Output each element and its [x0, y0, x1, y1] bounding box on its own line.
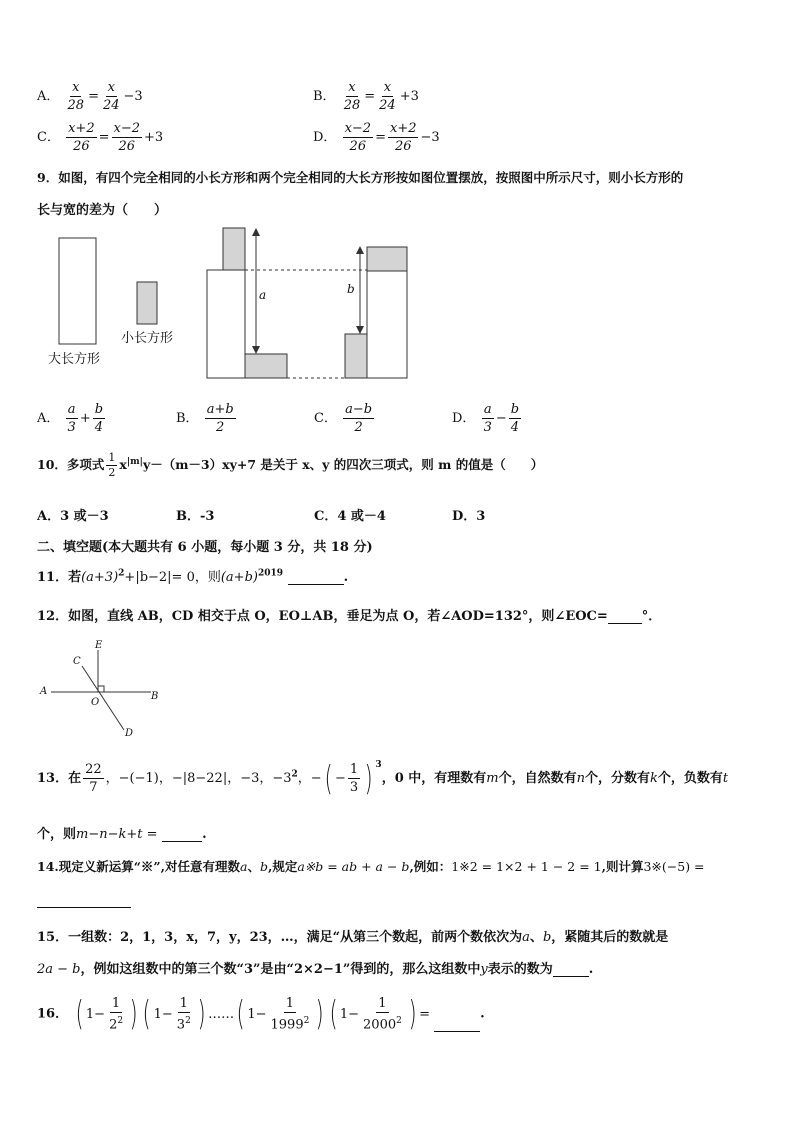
q9-stem-line2: 长与宽的差为（ ）	[37, 203, 168, 218]
option-letter: A．	[37, 89, 60, 104]
answer-blank[interactable]	[553, 962, 589, 977]
q8-option-d: D． $\frac{x-2}{26}$ = $\frac{x+2}{26}$ −3	[313, 121, 440, 154]
small-rectangle	[367, 247, 407, 271]
q10-option-d: D．3	[452, 509, 486, 524]
answer-blank[interactable]	[162, 827, 202, 842]
q10-option-a: A．3 或－3	[37, 509, 109, 524]
small-rectangle	[223, 228, 245, 270]
q15-stem-line1: 15．一组数：2，1，3，x，7，y，23，…，满足“从第三个数起，前两个数依次为a、b，紧随其后的数就是	[37, 930, 669, 945]
label-a: a	[259, 288, 267, 302]
q8-option-c: C． $\frac{x+2}{26}$ = $\frac{x-2}{26}$ +3	[37, 121, 164, 154]
q10-stem: 10．多项式 $\frac{1}{2}$ $x^{|m|}y-(m-3)xy+7$ 是关于 x、y 的四次三项式，则 m 的值是（ ）	[37, 451, 544, 479]
q14-answer-blank[interactable]	[37, 893, 131, 908]
big-rectangle	[367, 271, 407, 378]
fraction: $\frac{x}{24}$	[102, 80, 120, 113]
line-cd	[82, 666, 124, 730]
point-label-e: E	[95, 640, 103, 651]
label-b: b	[347, 282, 355, 296]
q9-option-c: C． $\frac{a-b}{2}$	[314, 402, 373, 435]
q12-stem: 12．如图，直线 AB，CD 相交于点 O，EO⊥AB，垂足为点 O，若∠AOD=132°，则∠EOC= °．	[37, 609, 662, 624]
q13-stem-line1: 13．在 $\frac{22}{7}$ ，−(−1)，−|8−22|，−3，$-3^2$，−( − $\frac{1}{3}$ ) $^3$，0 中，有理数有m个，自然数有n个，分数有k个，负数有t	[37, 758, 729, 799]
small-rectangle	[137, 282, 157, 324]
q9-option-b: B． $\frac{a+b}{2}$	[176, 402, 234, 435]
q9-stem-line1: 9．如图，有四个完全相同的小长方形和两个完全相同的大长方形按如图位置摆放，按照图中所示尺寸，则小长方形的	[37, 170, 684, 185]
q13-stem-line2: 个，则m−n−k+t = .	[37, 827, 207, 842]
q10-option-c: C．4 或－4	[314, 509, 386, 524]
q16-stem: 16． ( 1− $\frac{1}{2^2}$ ) ( 1− $\frac{1}{3^2}$ ) ……( 1− $\frac{1}{1999^2}$ ) ( 1− $\frac{1}{2000^2}$ ) = .	[37, 994, 485, 1035]
section-heading: 二、填空题(本大题共有 6 小题，每小题 3 分，共 18 分)	[37, 540, 373, 555]
q10-option-b: B．-3	[176, 509, 215, 524]
q12-figure	[36, 636, 166, 742]
q15-stem-line2: 2a − b，例如这组数中的第三个数“3”是由“2×2−1”得到的，那么这组数中y表示的数为 .	[37, 962, 594, 977]
point-label-o: O	[91, 697, 100, 708]
fraction: $\frac{x}{28}$	[67, 80, 85, 113]
small-rect-caption: 小长方形	[121, 331, 174, 346]
q14-stem: 14.现定义新运算“※”,对任意有理数a、b,规定a※b = ab + a − b,例如：1※2 = 1×2 + 1 − 2 = 1,则计算3※(−5) =	[37, 859, 705, 874]
big-rectangle	[207, 270, 245, 378]
small-rectangle	[345, 334, 367, 378]
answer-blank[interactable]	[434, 1017, 480, 1032]
q8-option-a: A． $\frac{x}{28}$ = $\frac{x}{24}$ −3	[37, 80, 143, 113]
answer-blank[interactable]	[288, 570, 344, 585]
point-label-c: C	[73, 656, 81, 667]
point-label-d: D	[125, 728, 134, 739]
q9-option-d: D． $\frac{a}{3}$ − $\frac{b}{4}$	[452, 402, 520, 435]
big-rect-caption: 大长方形	[48, 352, 101, 367]
big-rectangle	[59, 238, 96, 344]
q9-option-a: A． $\frac{a}{3}$ + $\frac{b}{4}$	[37, 402, 104, 435]
point-label-b: B	[151, 691, 159, 702]
q11-stem: 11．若$(a+3)^2+|b-2|= 0$，则$(a+b)^{2019}$ .	[37, 568, 349, 585]
small-rectangle	[245, 354, 287, 378]
answer-blank[interactable]	[608, 609, 642, 624]
q8-option-b: B． $\frac{x}{28}$ = $\frac{x}{24}$ +3	[313, 80, 419, 113]
point-label-a: A	[40, 686, 48, 697]
